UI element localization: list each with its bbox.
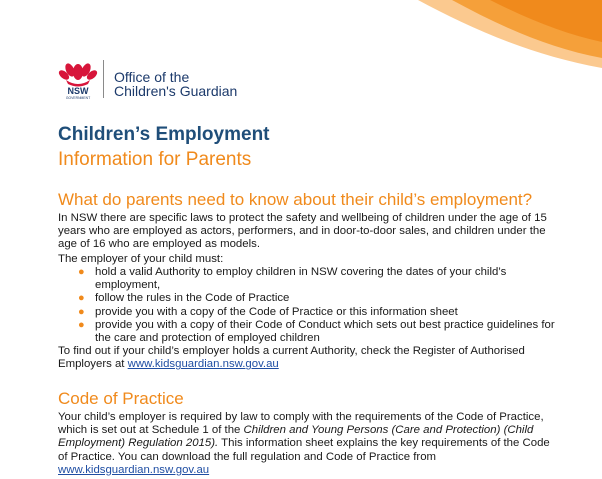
code-of-practice-paragraph: Your child’s employer is required by law to comply with the requirements of the Code of Practice, which is set out at Schedule 1 of the Children and Young Persons (Care and Protection) (Child Employment) Regulation 2015). This information sheet explains the key requirements of the Code of Practice. You can download the full regulation and Code of Practice from www.kidsguardian.nsw.gov.au [58, 411, 550, 476]
logo-divider [103, 60, 104, 98]
list-item: ● follow the rules in the Code of Practice [78, 292, 290, 305]
list-item: ● hold a valid Authority to employ children in NSW covering the dates of your child’s employment, [78, 266, 507, 292]
orange-bullet-icon: ● [78, 305, 85, 318]
org-name-line2: Children's Guardian [114, 83, 238, 99]
employer-obligations-list [58, 266, 558, 345]
employer-must-lead: The employer of your child must: [58, 253, 224, 265]
section-heading-code-of-practice: Code of Practice [58, 389, 184, 408]
orange-bullet-icon: ● [78, 318, 85, 331]
org-name [114, 70, 237, 98]
list-item: ● provide you with a copy of their Code of Conduct which sets out best practice guidelines for the care and protection of employed children [78, 318, 555, 345]
org-name-line1: Office of the [114, 69, 190, 85]
page-title: Children’s Employment [58, 124, 270, 145]
intro-paragraph: In NSW there are specific laws to protect the safety and wellbeing of children under the age of 15 years who are employed as actors, performers, and in door-to-door sales, and children under the age of 16 who are employed as models. [58, 212, 547, 251]
kidsguardian-link-2[interactable]: www.kidsguardian.nsw.gov.au [58, 463, 210, 476]
regulation-title: Children and Young Persons (Care and Protection) (Child Employment) Regulation 2015). [58, 424, 534, 450]
page-subtitle: Information for Parents [58, 149, 252, 170]
orange-bullet-icon: ● [78, 266, 85, 278]
section-heading-parents: What do parents need to know about their child’s employment? [58, 190, 533, 209]
authority-check-paragraph: To find out if your child’s employer holds a current Authority, check the Register of Authorised Employers at www.kidsguardian.nsw.gov.au [58, 345, 525, 371]
kidsguardian-link-1[interactable]: www.kidsguardian.nsw.gov.au [127, 358, 279, 371]
nsw-text: NSW [67, 86, 89, 96]
waratah-icon [58, 58, 98, 100]
list-item: ● provide you with a copy of the Code of Practice or this information sheet [78, 305, 458, 318]
orange-bullet-icon: ● [78, 292, 85, 305]
government-text: GOVERNMENT [65, 96, 91, 100]
